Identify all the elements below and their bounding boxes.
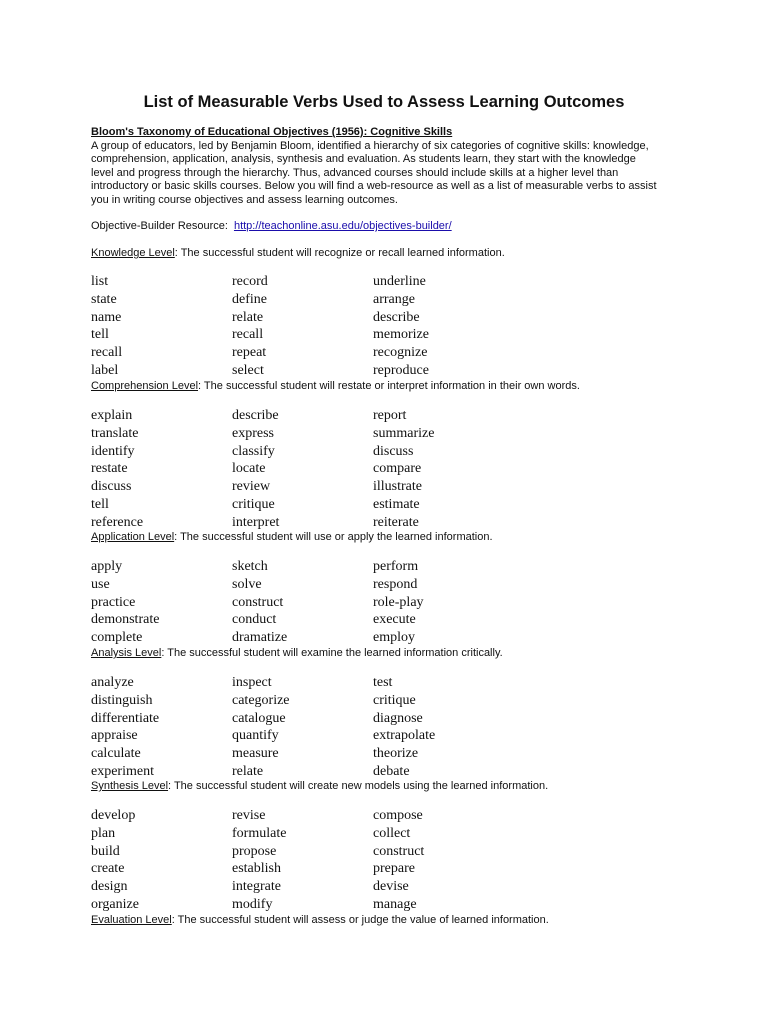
taxonomy-subtitle: Bloom's Taxonomy of Educational Objectives (1956): Cognitive Skills <box>91 126 453 138</box>
verb-item: summarize <box>373 425 435 441</box>
verb-item: appraise <box>91 728 138 744</box>
verb-item: propose <box>232 843 277 859</box>
verb-item: identify <box>91 443 135 459</box>
verb-item: relate <box>232 309 264 325</box>
verb-item: create <box>91 861 125 877</box>
verb-item: critique <box>373 692 416 708</box>
verb-item: report <box>373 408 407 423</box>
verb-item: recall <box>232 327 264 343</box>
verb-item: label <box>91 362 119 378</box>
verb-item: apply <box>91 559 123 574</box>
verb-item: execute <box>373 612 416 628</box>
verb-item: quantify <box>232 728 279 744</box>
verb-item: tell <box>91 327 109 343</box>
verb-item: demonstrate <box>91 612 160 628</box>
verb-item: conduct <box>232 612 277 628</box>
verb-item: use <box>91 576 110 592</box>
level-description: : The successful student will use or apply the learned information. <box>174 531 493 543</box>
synthesis-verb-list <box>91 807 511 914</box>
verb-item: revise <box>232 808 266 823</box>
verb-item: differentiate <box>91 710 160 726</box>
intro-section <box>91 126 691 207</box>
level-name: Application Level <box>91 531 175 543</box>
level-description: : The successful student will recognize or recall learned information. <box>174 247 505 259</box>
verb-item: extrapolate <box>373 728 436 744</box>
page-title: List of Measurable Verbs Used to Assess Learning Outcomes <box>143 93 625 111</box>
analysis-verb-list <box>91 674 511 781</box>
intro-line: comprehension, application, analysis, synthesis and evaluation. As students learn, they start with the knowledge <box>91 153 636 165</box>
comprehension-level-heading <box>91 380 711 394</box>
synthesis-level-heading <box>91 780 711 794</box>
level-description: : The successful student will restate or interpret information in their own words. <box>198 380 580 392</box>
verb-item: arrange <box>373 291 415 307</box>
verb-item: classify <box>232 443 275 459</box>
verb-item: select <box>232 362 264 378</box>
verb-item: employ <box>373 630 415 646</box>
verb-item: theorize <box>373 746 419 762</box>
verb-item: role-play <box>373 594 424 610</box>
level-name: Knowledge Level <box>91 247 175 259</box>
verb-item: underline <box>373 274 426 289</box>
verb-item: test <box>373 675 393 690</box>
verb-item: integrate <box>232 879 281 895</box>
verb-item: solve <box>232 576 262 592</box>
intro-line: you in writing course objectives and assess learning outcomes. <box>91 193 398 206</box>
verb-item: compare <box>373 461 422 477</box>
level-name: Analysis Level <box>91 647 162 659</box>
verb-item: express <box>232 425 274 441</box>
verb-item: build <box>91 843 120 859</box>
verb-item: develop <box>91 808 136 823</box>
objectives-builder-link[interactable]: http://teachonline.asu.edu/objectives-builder/ <box>233 220 452 232</box>
resource-label: Objective-Builder Resource: <box>91 220 228 232</box>
intro-line: introductory or basic skills courses. Below you will find a web-resource as well as a list of measurable verbs to assist <box>91 180 657 192</box>
verb-item: collect <box>373 825 411 841</box>
verb-item: record <box>232 274 268 289</box>
verb-item: estimate <box>373 496 420 512</box>
verb-item: sketch <box>232 559 268 574</box>
verb-item: distinguish <box>91 692 153 708</box>
verb-item: reiterate <box>373 514 419 530</box>
verb-item: illustrate <box>373 479 422 495</box>
verb-item: reproduce <box>373 362 429 378</box>
verb-item: name <box>91 309 122 325</box>
verb-item: complete <box>91 630 143 646</box>
verb-item: state <box>91 291 117 307</box>
knowledge-level-heading <box>91 247 711 261</box>
verb-item: experiment <box>91 763 154 779</box>
resource-line <box>91 220 691 234</box>
knowledge-verb-list <box>91 273 511 380</box>
analysis-level-heading <box>91 647 711 661</box>
verb-item: locate <box>232 461 266 477</box>
verb-item: modify <box>232 896 273 912</box>
verb-item: devise <box>373 879 409 895</box>
verb-item: analyze <box>91 675 134 690</box>
verb-item: categorize <box>232 692 290 708</box>
comprehension-verb-list <box>91 407 511 532</box>
verb-item: list <box>91 274 109 289</box>
verb-item: discuss <box>373 443 414 459</box>
level-description: : The successful student will assess or judge the value of learned information. <box>171 914 549 926</box>
verb-item: relate <box>232 763 264 779</box>
verb-item: diagnose <box>373 710 423 726</box>
verb-item: inspect <box>232 675 272 690</box>
verb-item: discuss <box>91 479 132 495</box>
verb-item: restate <box>91 461 128 477</box>
verb-item: memorize <box>373 327 429 343</box>
verb-item: recognize <box>373 345 428 361</box>
verb-item: catalogue <box>232 710 286 726</box>
verb-item: reference <box>91 514 144 530</box>
verb-item: construct <box>373 843 425 859</box>
verb-item: calculate <box>91 746 141 762</box>
level-name: Synthesis Level <box>91 780 169 792</box>
application-level-heading <box>91 531 711 545</box>
evaluation-level-heading <box>91 914 711 928</box>
intro-line: level and progress through the hierarchy. Thus, advanced courses should include skills at a higher level than <box>91 166 619 179</box>
verb-item: organize <box>91 896 139 912</box>
verb-item: measure <box>232 746 279 762</box>
verb-item: recall <box>91 345 123 361</box>
verb-item: establish <box>232 861 281 877</box>
verb-item: plan <box>91 825 116 841</box>
verb-item: dramatize <box>232 630 288 646</box>
verb-item: tell <box>91 496 109 512</box>
verb-item: manage <box>373 896 417 912</box>
level-name: Evaluation Level <box>91 914 172 926</box>
level-description: : The successful student will create new models using the learned information. <box>168 780 549 792</box>
verb-item: describe <box>232 408 279 423</box>
verb-item: design <box>91 879 128 895</box>
verb-item: formulate <box>232 825 287 841</box>
verb-item: compose <box>373 808 423 823</box>
application-verb-list <box>91 558 511 647</box>
verb-item: respond <box>373 576 418 592</box>
verb-item: repeat <box>232 345 267 361</box>
verb-item: prepare <box>373 861 415 877</box>
level-name: Comprehension Level <box>91 380 199 392</box>
verb-item: perform <box>373 559 419 574</box>
level-description: : The successful student will examine the learned information critically. <box>161 647 503 659</box>
verb-item: critique <box>232 496 275 512</box>
verb-item: define <box>232 291 267 307</box>
verb-item: describe <box>373 309 420 325</box>
verb-item: review <box>232 479 271 495</box>
verb-item: interpret <box>232 514 280 530</box>
intro-line: A group of educators, led by Benjamin Bloom, identified a hierarchy of six categories of cognitive skills: knowledge, <box>91 139 649 152</box>
verb-item: construct <box>232 594 284 610</box>
verb-item: translate <box>91 425 139 441</box>
verb-item: explain <box>91 408 133 423</box>
verb-item: practice <box>91 594 136 610</box>
verb-item: debate <box>373 763 410 779</box>
